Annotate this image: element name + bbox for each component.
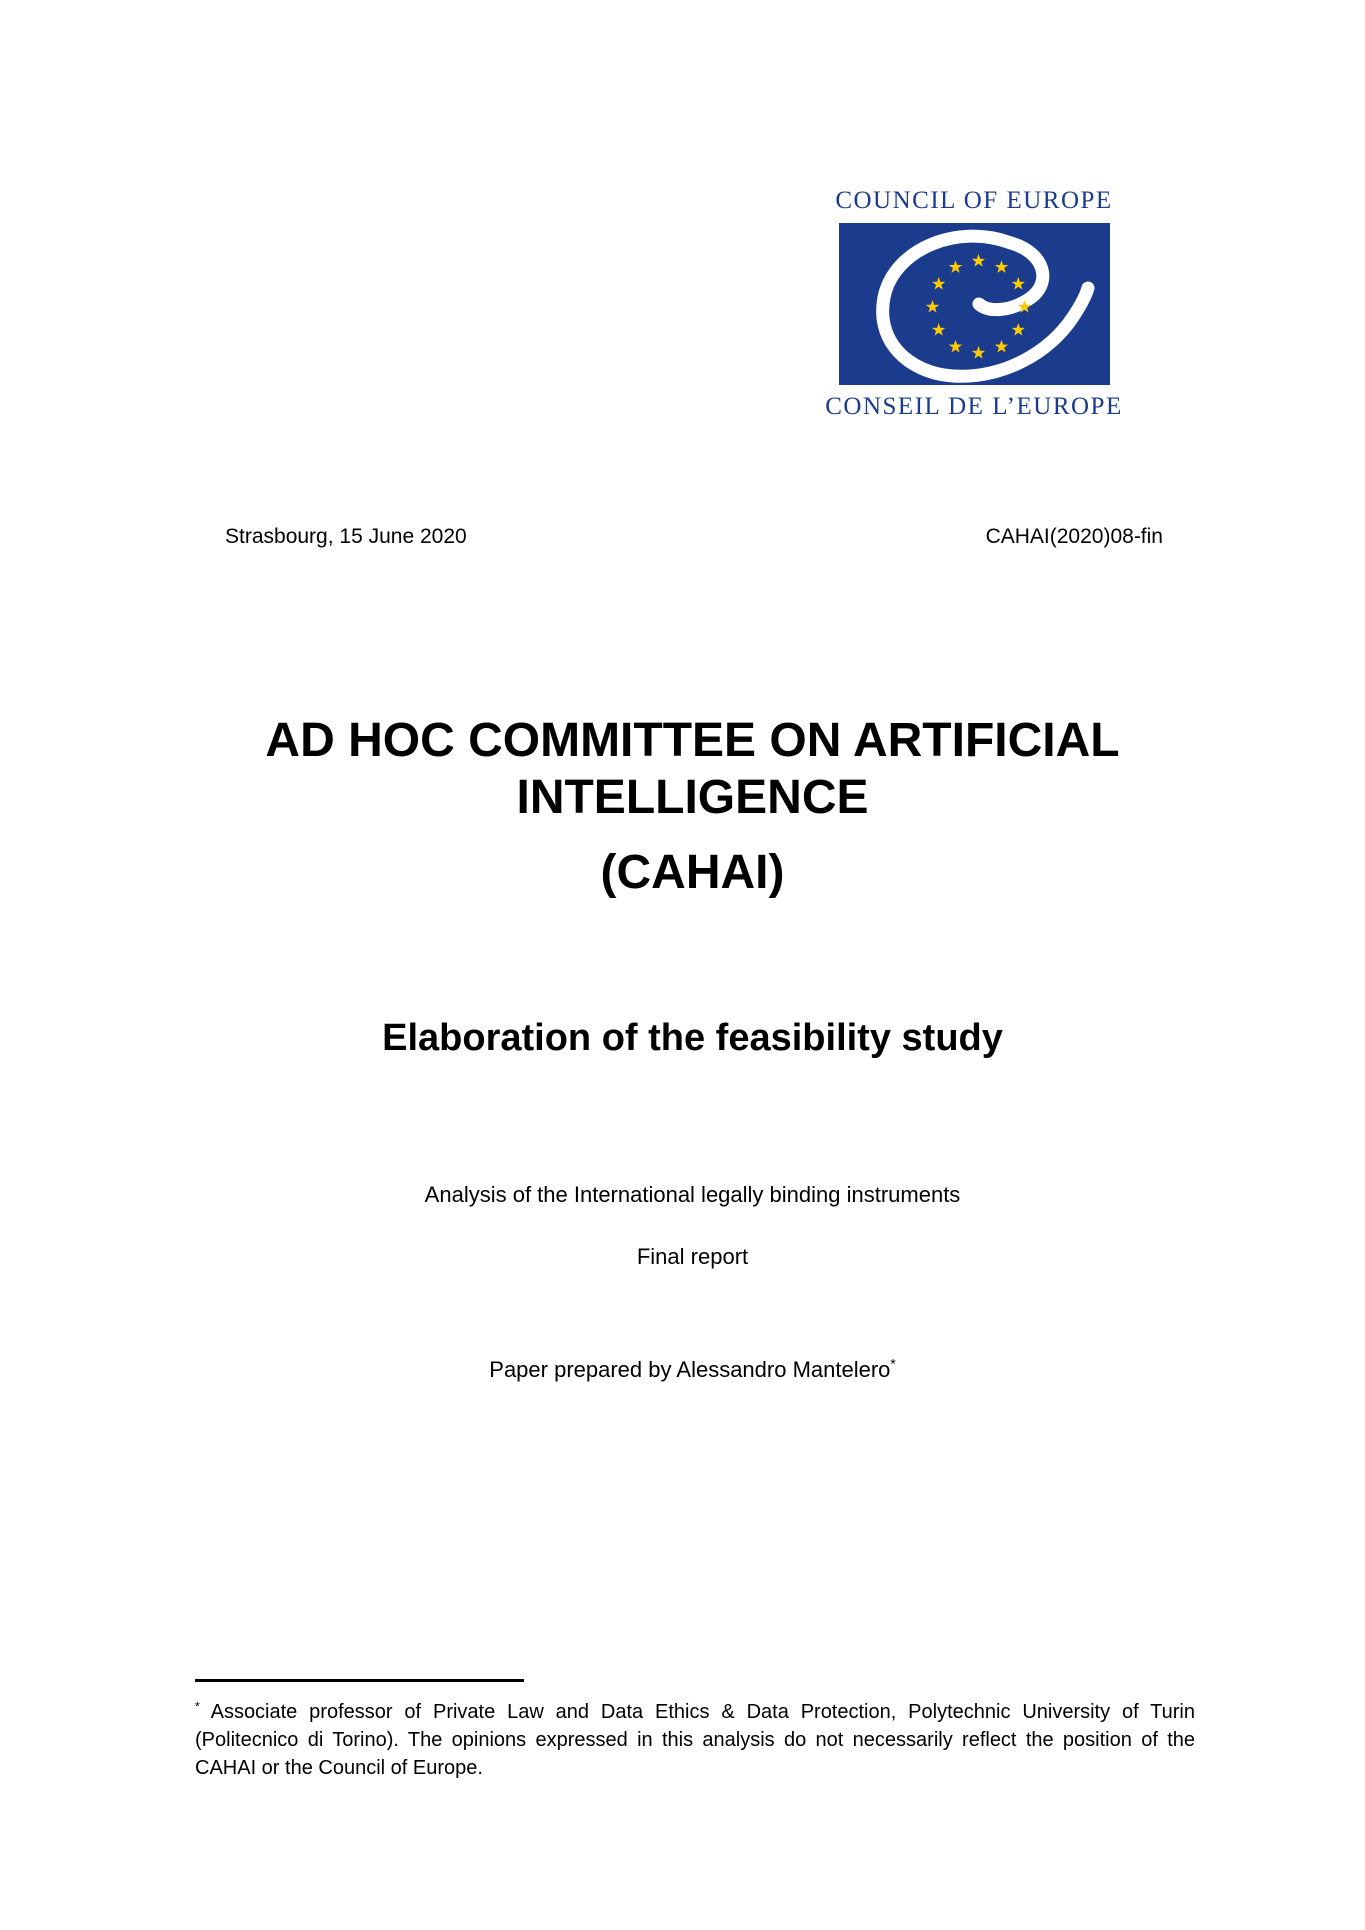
- footnote-text: Associate professor of Private Law and Data Ethics & Data Protection, Polytechnic University of Turin (Politecnico di Torino). The opinions expressed in this analysis do not necessarily reflect the position of the CAHAI or the Council of Europe.: [195, 1701, 1195, 1779]
- page-title: [196, 712, 1189, 901]
- document-date: Strasbourg, 15 June 2020: [225, 525, 467, 548]
- analysis-line: Analysis of the International legally binding instruments: [424, 1182, 961, 1207]
- author-line: [196, 1355, 1189, 1385]
- document-reference: CAHAI(2020)08-fin: [985, 525, 1163, 548]
- title-line-1: AD HOC COMMITTEE ON ARTIFICIAL: [265, 714, 1120, 767]
- footnote-marker: *: [195, 1699, 200, 1714]
- document-header-row: [225, 524, 1163, 550]
- logo-wordmark-fr: CONSEIL DE L’EUROPE: [825, 393, 1123, 420]
- title-line-2: INTELLIGENCE: [516, 771, 869, 824]
- logo-wordmark-en: COUNCIL OF EUROPE: [835, 187, 1113, 214]
- footnote: [195, 1698, 1195, 1782]
- subtitle: Elaboration of the feasibility study: [382, 1017, 1003, 1059]
- council-of-europe-emblem: [839, 223, 1110, 385]
- author-text: Paper prepared by Alessandro Mantelero: [489, 1357, 891, 1382]
- footnote-separator: [195, 1679, 524, 1682]
- title-acronym: (CAHAI): [600, 846, 785, 899]
- council-of-europe-logo: [824, 188, 1124, 420]
- report-line: Final report: [636, 1244, 749, 1269]
- author-footnote-marker: *: [890, 1356, 896, 1372]
